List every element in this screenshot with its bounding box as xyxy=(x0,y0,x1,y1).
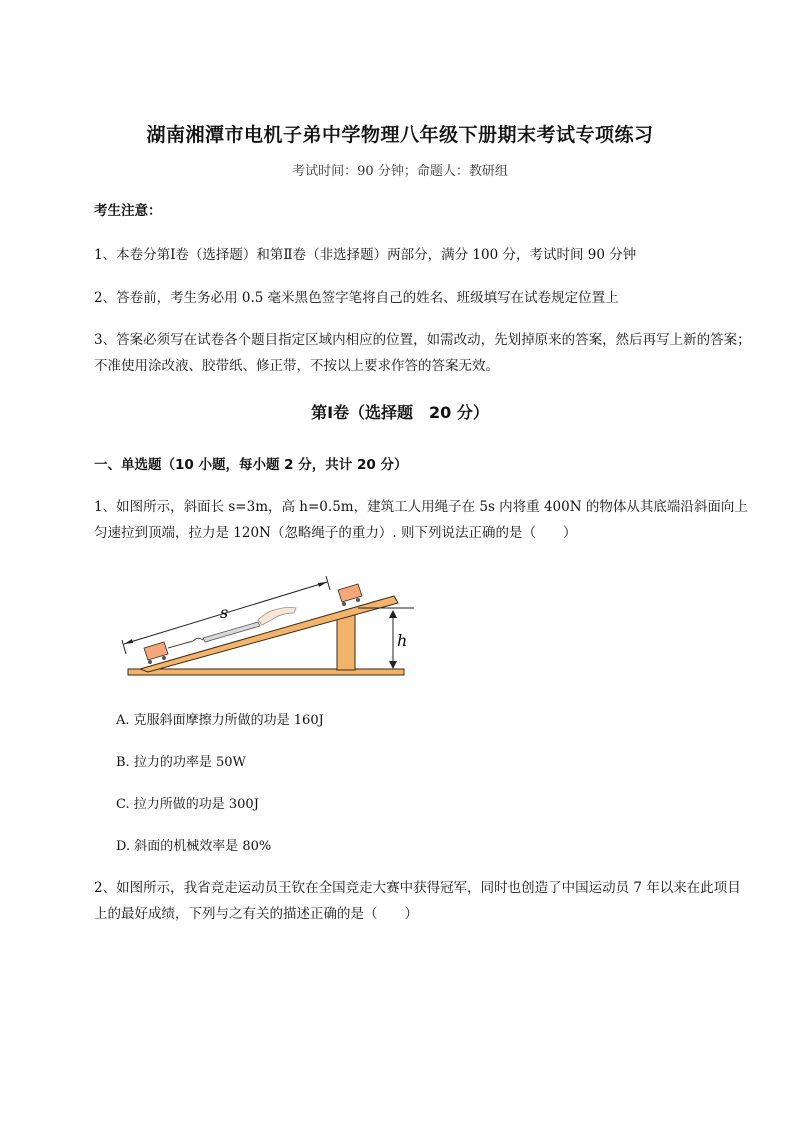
hand xyxy=(258,607,296,625)
option-b[interactable]: B. 拉力的功率是 50W xyxy=(116,755,246,770)
incline-plank xyxy=(140,596,398,672)
incline-diagram xyxy=(118,568,418,683)
question-1-stem: 1、如图所示，斜面长 s=3m，高 h=0.5m，建筑工人用绳子在 5s 内将重 400N 的物体从其底端沿斜面向上匀速拉到顶端，拉力是 120N（忽略绳子的重力）. 则下列说法正确的是（ ） xyxy=(94,499,748,541)
page-title: 湖南湘潭市电机子弟中学物理八年级下册期末考试专项练习 xyxy=(146,124,654,146)
option-d[interactable]: D. 斜面的机械效率是 80% xyxy=(116,839,272,854)
support-post xyxy=(337,614,355,670)
bottom-cart xyxy=(144,642,168,664)
part-heading: 一、单选题（10 小题，每小题 2 分，共计 20 分） xyxy=(94,457,408,473)
option-c[interactable]: C. 拉力所做的功是 300J xyxy=(116,797,259,812)
notice-item-2: 2、答卷前，考生务必用 0.5 毫米黑色签字笔将自己的姓名、班级填写在试卷规定位置上 xyxy=(94,290,619,306)
rope xyxy=(168,638,203,648)
section-title: 第Ⅰ卷（选择题 20 分） xyxy=(311,403,489,422)
incline-figure xyxy=(118,568,418,687)
h-label: h xyxy=(397,631,408,650)
top-cart xyxy=(338,584,362,606)
s-label: s xyxy=(220,603,229,622)
ground-board xyxy=(128,669,404,675)
notice-item-3: 3、答案必须写在试卷各个题目指定区域内相应的位置，如需改动，先划掉原来的答案，然后再写上新的答案；不准使用涂改液、胶带纸、修正带，不按以上要求作答的答案无效。 xyxy=(94,332,751,374)
notice-item-1: 1、本卷分第Ⅰ卷（选择题）和第Ⅱ卷（非选择题）两部分，满分 100 分，考试时间 90 分钟 xyxy=(94,247,637,263)
option-a[interactable]: A. 克服斜面摩擦力所做的功是 160J xyxy=(116,713,324,728)
question-2-stem: 2、如图所示，我省竞走运动员王钦在全国竞走大赛中获得冠军，同时也创造了中国运动员 7 年以来在此项目上的最好成绩，下列与之有关的描述正确的是（ ） xyxy=(94,880,741,922)
notice-heading: 考生注意： xyxy=(94,203,162,219)
exam-info: 考试时间：90 分钟；命题人：教研组 xyxy=(292,164,508,179)
